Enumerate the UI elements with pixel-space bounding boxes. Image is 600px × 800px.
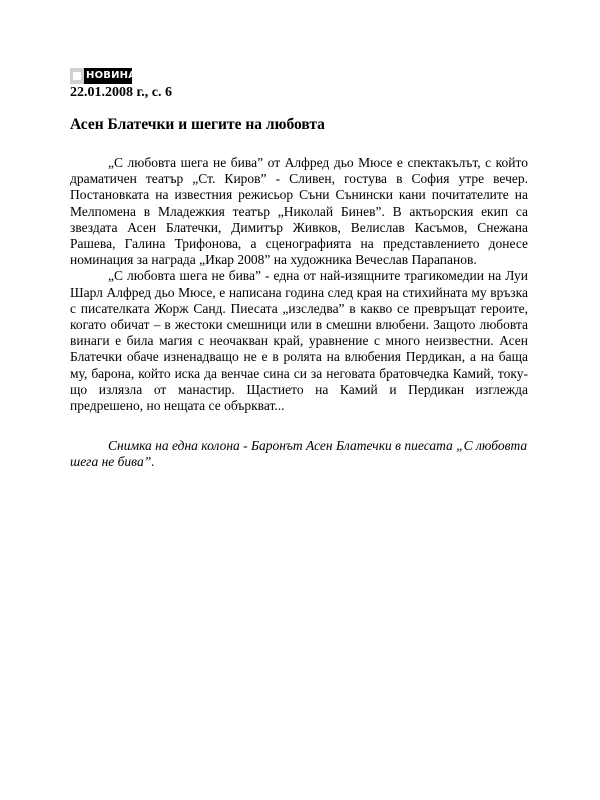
photo-caption: Снимка на една колона - Баронът Асен Блатечки в пиесата „С любовта шега не бива”. xyxy=(70,438,528,470)
article-title: Асен Блатечки и шегите на любовта xyxy=(70,116,325,133)
article-body xyxy=(70,155,528,414)
newspaper-logo-icon xyxy=(70,68,84,84)
dateline: 22.01.2008 г., с. 6 xyxy=(70,85,172,100)
logo-text: НОВИНАР xyxy=(86,70,144,81)
article-paragraph-2: „С любовта шега не бива” - една от най-изящните трагикомедии на Луи Шарл Алфред дьо Мюсе, е написана година след края на стихийната му връзка с писателката Жорж Санд. Пиесата „изследва” в какво се превръщат героите, когато обичат – в жестоки смешници или в смешни влюбени. Защото любовта винаги е била магия с неочакван край, уравнение с много неизвестни. Асен Блатечки обаче изненадващо не е в ролята на влюбения Пердикан, а на баща му, барона, който иска да венчае сина си за неговата братовчедка Камий, току-що излязла от манастир. Щастието на Камий и Пердикан изглежда предрешено, но нещата се объркват... xyxy=(70,268,528,414)
newspaper-logo xyxy=(70,68,144,84)
article-paragraph-1: „С любовта шега не бива” от Алфред дьо Мюсе е спектакълът, с който драматичен театър „Ст. Киров” - Сливен, гостува в София утре вечер. Постановката на известния режисьор Съни Сънински кани почитателите на Мелпомена в Младежкия театър „Николай Бинев”. В актьорския екип са звездата Асен Блатечки, Димитър Живков, Велислав Касъмов, Снежана Рашева, Галина Трифонова, а сценографията на представлението донесе номинация за награда „Икар 2008” на художника Вечеслав Парапанов. xyxy=(70,155,528,268)
